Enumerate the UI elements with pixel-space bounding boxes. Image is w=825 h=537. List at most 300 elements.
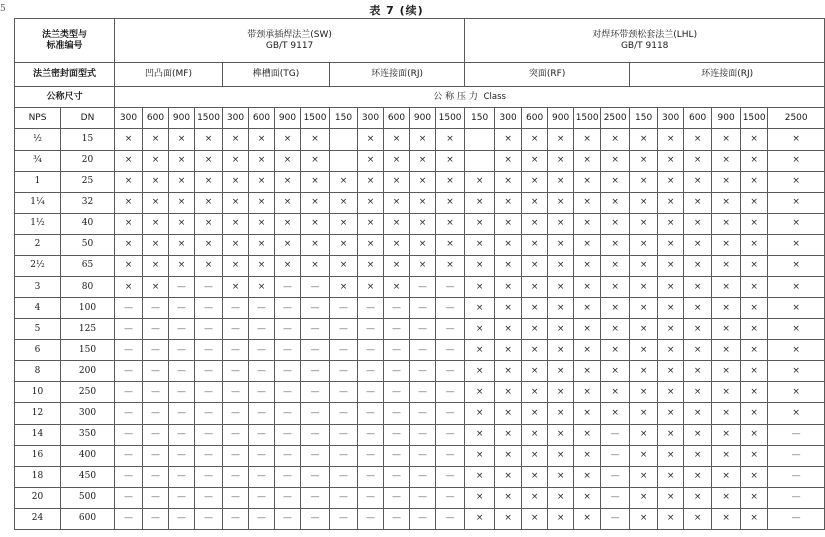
not-applicable-mark: — — [301, 466, 330, 487]
not-applicable-mark: — — [275, 361, 301, 382]
not-applicable-mark: — — [436, 424, 465, 445]
not-applicable-mark: — — [330, 508, 358, 529]
available-mark: × — [495, 466, 522, 487]
pressure-unit: Class — [483, 91, 506, 102]
available-mark: × — [465, 298, 495, 319]
available-mark: × — [436, 234, 465, 255]
not-applicable-mark: — — [330, 361, 358, 382]
not-applicable-mark: — — [275, 319, 301, 340]
available-mark: × — [384, 234, 410, 255]
available-mark: × — [249, 129, 275, 150]
not-applicable-mark: — — [436, 403, 465, 424]
face-rj-lhl: 环连接面(RJ) — [630, 63, 825, 87]
available-mark: × — [548, 361, 574, 382]
available-mark: × — [223, 213, 249, 234]
available-mark: × — [358, 276, 384, 297]
not-applicable-mark: — — [223, 508, 249, 529]
available-mark: × — [465, 445, 495, 466]
table-row — [15, 361, 825, 382]
available-mark: × — [630, 466, 658, 487]
available-mark: × — [630, 403, 658, 424]
available-mark: × — [301, 192, 330, 213]
available-mark: × — [495, 403, 522, 424]
class-header: 150 — [330, 108, 358, 129]
available-mark: × — [249, 171, 275, 192]
class-header: 2500 — [601, 108, 630, 129]
available-mark: × — [330, 255, 358, 276]
available-mark: × — [115, 150, 143, 171]
available-mark: × — [275, 129, 301, 150]
available-mark: × — [410, 192, 436, 213]
available-mark: × — [658, 171, 684, 192]
not-applicable-mark: — — [169, 276, 195, 297]
available-mark: × — [741, 403, 768, 424]
available-mark: × — [495, 213, 522, 234]
available-mark: × — [658, 466, 684, 487]
not-applicable-mark: — — [115, 445, 143, 466]
available-mark: × — [358, 192, 384, 213]
available-mark: × — [630, 129, 658, 150]
available-mark: × — [143, 255, 169, 276]
class-header: 600 — [384, 108, 410, 129]
available-mark: × — [330, 192, 358, 213]
not-applicable-mark: — — [384, 361, 410, 382]
class-header: 150 — [630, 108, 658, 129]
available-mark: × — [495, 340, 522, 361]
available-mark: × — [410, 150, 436, 171]
available-mark: × — [465, 213, 495, 234]
available-mark: × — [465, 508, 495, 529]
table-row — [15, 171, 825, 192]
available-mark: × — [465, 276, 495, 297]
available-mark: × — [301, 150, 330, 171]
dn-cell: 80 — [61, 276, 115, 297]
available-mark: × — [169, 192, 195, 213]
available-mark: × — [495, 171, 522, 192]
not-applicable-mark: — — [358, 445, 384, 466]
available-mark: × — [249, 150, 275, 171]
available-mark: × — [574, 361, 601, 382]
available-mark: × — [495, 129, 522, 150]
not-applicable-mark: — — [358, 382, 384, 403]
not-applicable-mark: — — [169, 403, 195, 424]
available-mark: × — [684, 234, 712, 255]
nps-cell: 1¼ — [15, 192, 61, 213]
available-mark: × — [275, 171, 301, 192]
nominal-size-label: 公称尺寸 — [15, 87, 115, 108]
available-mark: × — [301, 234, 330, 255]
available-mark: × — [768, 361, 825, 382]
class-header: 600 — [249, 108, 275, 129]
dn-cell: 15 — [61, 129, 115, 150]
not-applicable-mark: — — [275, 340, 301, 361]
not-applicable-mark: — — [768, 466, 825, 487]
available-mark: × — [601, 340, 630, 361]
available-mark: × — [548, 192, 574, 213]
group-lhl-header — [465, 19, 825, 63]
available-mark: × — [223, 129, 249, 150]
available-mark: × — [630, 508, 658, 529]
available-mark: × — [223, 234, 249, 255]
class-header: 300 — [658, 108, 684, 129]
nps-cell: 10 — [15, 382, 61, 403]
available-mark: × — [410, 234, 436, 255]
available-mark: × — [768, 382, 825, 403]
not-applicable-mark: — — [436, 319, 465, 340]
not-applicable-mark: — — [301, 319, 330, 340]
available-mark: × — [330, 234, 358, 255]
not-applicable-mark: — — [223, 445, 249, 466]
available-mark: × — [684, 276, 712, 297]
available-mark: × — [684, 508, 712, 529]
available-mark: × — [465, 171, 495, 192]
not-applicable-mark: — — [275, 382, 301, 403]
available-mark: × — [384, 276, 410, 297]
available-mark: × — [712, 192, 741, 213]
flange-table — [14, 18, 825, 530]
available-mark: × — [195, 192, 223, 213]
not-applicable-mark: — — [330, 340, 358, 361]
group-lhl-std: GB/T 9118 — [620, 40, 669, 51]
available-mark: × — [574, 150, 601, 171]
available-mark: × — [358, 234, 384, 255]
available-mark: × — [330, 213, 358, 234]
available-mark: × — [495, 382, 522, 403]
class-header: 1500 — [741, 108, 768, 129]
available-mark: × — [768, 276, 825, 297]
available-mark: × — [684, 298, 712, 319]
available-mark: × — [522, 129, 548, 150]
available-mark: × — [495, 276, 522, 297]
nps-cell: 1 — [15, 171, 61, 192]
not-applicable-mark: — — [223, 424, 249, 445]
not-applicable-mark: — — [223, 361, 249, 382]
flange-type-label: 法兰类型与 — [42, 29, 88, 40]
available-mark: × — [712, 424, 741, 445]
available-mark: × — [275, 150, 301, 171]
available-mark: × — [741, 234, 768, 255]
empty-cell — [330, 150, 358, 171]
face-rj-sw: 环连接面(RJ) — [330, 63, 465, 87]
available-mark: × — [249, 255, 275, 276]
available-mark: × — [495, 487, 522, 508]
group-sw-std: GB/T 9117 — [265, 40, 314, 51]
available-mark: × — [741, 382, 768, 403]
dn-header: DN — [61, 108, 115, 129]
not-applicable-mark: — — [223, 298, 249, 319]
not-applicable-mark: — — [169, 361, 195, 382]
available-mark: × — [601, 361, 630, 382]
dn-cell: 600 — [61, 508, 115, 529]
not-applicable-mark: — — [195, 382, 223, 403]
not-applicable-mark: — — [195, 298, 223, 319]
available-mark: × — [384, 129, 410, 150]
not-applicable-mark: — — [195, 319, 223, 340]
dn-cell: 500 — [61, 487, 115, 508]
not-applicable-mark: — — [223, 487, 249, 508]
available-mark: × — [658, 192, 684, 213]
available-mark: × — [601, 319, 630, 340]
available-mark: × — [741, 508, 768, 529]
available-mark: × — [522, 487, 548, 508]
not-applicable-mark: — — [410, 403, 436, 424]
available-mark: × — [768, 319, 825, 340]
not-applicable-mark: — — [358, 466, 384, 487]
available-mark: × — [410, 255, 436, 276]
available-mark: × — [741, 466, 768, 487]
not-applicable-mark: — — [143, 340, 169, 361]
available-mark: × — [601, 129, 630, 150]
dn-cell: 65 — [61, 255, 115, 276]
dn-cell: 150 — [61, 340, 115, 361]
available-mark: × — [495, 445, 522, 466]
available-mark: × — [275, 234, 301, 255]
nps-cell: ¾ — [15, 150, 61, 171]
available-mark: × — [684, 213, 712, 234]
available-mark: × — [601, 403, 630, 424]
available-mark: × — [548, 466, 574, 487]
available-mark: × — [330, 171, 358, 192]
not-applicable-mark: — — [384, 487, 410, 508]
available-mark: × — [768, 340, 825, 361]
available-mark: × — [574, 298, 601, 319]
available-mark: × — [658, 487, 684, 508]
available-mark: × — [143, 276, 169, 297]
face-rf: 突面(RF) — [465, 63, 630, 87]
empty-cell — [330, 129, 358, 150]
not-applicable-mark: — — [436, 276, 465, 297]
class-header: 900 — [275, 108, 301, 129]
available-mark: × — [548, 213, 574, 234]
available-mark: × — [712, 340, 741, 361]
not-applicable-mark: — — [768, 424, 825, 445]
available-mark: × — [630, 382, 658, 403]
available-mark: × — [548, 276, 574, 297]
not-applicable-mark: — — [358, 319, 384, 340]
dn-cell: 40 — [61, 213, 115, 234]
not-applicable-mark: — — [358, 340, 384, 361]
not-applicable-mark: — — [301, 424, 330, 445]
available-mark: × — [115, 171, 143, 192]
available-mark: × — [522, 340, 548, 361]
nps-cell: 12 — [15, 403, 61, 424]
not-applicable-mark: — — [410, 298, 436, 319]
available-mark: × — [465, 403, 495, 424]
available-mark: × — [768, 403, 825, 424]
available-mark: × — [115, 129, 143, 150]
not-applicable-mark: — — [410, 445, 436, 466]
not-applicable-mark: — — [601, 466, 630, 487]
available-mark: × — [465, 319, 495, 340]
available-mark: × — [548, 298, 574, 319]
class-header: 300 — [223, 108, 249, 129]
available-mark: × — [768, 150, 825, 171]
available-mark: × — [410, 171, 436, 192]
available-mark: × — [574, 234, 601, 255]
available-mark: × — [712, 403, 741, 424]
available-mark: × — [658, 298, 684, 319]
not-applicable-mark: — — [436, 340, 465, 361]
available-mark: × — [684, 445, 712, 466]
not-applicable-mark: — — [358, 403, 384, 424]
available-mark: × — [249, 234, 275, 255]
not-applicable-mark: — — [143, 298, 169, 319]
available-mark: × — [574, 424, 601, 445]
available-mark: × — [712, 445, 741, 466]
not-applicable-mark: — — [358, 508, 384, 529]
available-mark: × — [658, 129, 684, 150]
not-applicable-mark: — — [249, 382, 275, 403]
nps-cell: 3 — [15, 276, 61, 297]
not-applicable-mark: — — [143, 382, 169, 403]
available-mark: × — [143, 213, 169, 234]
table-row — [15, 150, 825, 171]
not-applicable-mark: — — [115, 403, 143, 424]
available-mark: × — [712, 129, 741, 150]
available-mark: × — [436, 150, 465, 171]
not-applicable-mark: — — [115, 508, 143, 529]
group-sw-header — [115, 19, 465, 63]
not-applicable-mark: — — [249, 424, 275, 445]
class-header: 300 — [358, 108, 384, 129]
available-mark: × — [574, 213, 601, 234]
available-mark: × — [630, 319, 658, 340]
table-row — [15, 255, 825, 276]
available-mark: × — [630, 361, 658, 382]
nps-cell: 8 — [15, 361, 61, 382]
not-applicable-mark: — — [169, 382, 195, 403]
nps-cell: 20 — [15, 487, 61, 508]
not-applicable-mark: — — [249, 445, 275, 466]
available-mark: × — [465, 361, 495, 382]
available-mark: × — [522, 192, 548, 213]
not-applicable-mark: — — [410, 382, 436, 403]
not-applicable-mark: — — [195, 276, 223, 297]
not-applicable-mark: — — [115, 319, 143, 340]
available-mark: × — [630, 150, 658, 171]
not-applicable-mark: — — [275, 508, 301, 529]
available-mark: × — [658, 319, 684, 340]
available-mark: × — [249, 192, 275, 213]
available-mark: × — [436, 129, 465, 150]
nps-cell: 24 — [15, 508, 61, 529]
class-header: 1500 — [301, 108, 330, 129]
table-row — [15, 340, 825, 361]
class-header: 900 — [548, 108, 574, 129]
empty-cell — [465, 129, 495, 150]
available-mark: × — [574, 276, 601, 297]
available-mark: × — [658, 508, 684, 529]
available-mark: × — [601, 255, 630, 276]
available-mark: × — [630, 276, 658, 297]
not-applicable-mark: — — [143, 466, 169, 487]
not-applicable-mark: — — [143, 361, 169, 382]
available-mark: × — [574, 445, 601, 466]
pressure-label: 公 称 压 力 — [433, 91, 478, 102]
available-mark: × — [436, 255, 465, 276]
available-mark: × — [169, 129, 195, 150]
not-applicable-mark: — — [301, 276, 330, 297]
available-mark: × — [630, 213, 658, 234]
available-mark: × — [195, 150, 223, 171]
available-mark: × — [684, 150, 712, 171]
not-applicable-mark: — — [358, 298, 384, 319]
available-mark: × — [741, 255, 768, 276]
available-mark: × — [574, 319, 601, 340]
not-applicable-mark: — — [143, 487, 169, 508]
not-applicable-mark: — — [195, 361, 223, 382]
available-mark: × — [465, 466, 495, 487]
not-applicable-mark: — — [436, 508, 465, 529]
available-mark: × — [658, 234, 684, 255]
available-mark: × — [712, 213, 741, 234]
available-mark: × — [684, 192, 712, 213]
available-mark: × — [684, 255, 712, 276]
available-mark: × — [522, 298, 548, 319]
group-lhl-title: 对焊环带颈松套法兰(LHL) — [592, 29, 698, 40]
available-mark: × — [358, 129, 384, 150]
available-mark: × — [522, 255, 548, 276]
available-mark: × — [684, 403, 712, 424]
available-mark: × — [548, 129, 574, 150]
dn-cell: 350 — [61, 424, 115, 445]
dn-cell: 32 — [61, 192, 115, 213]
available-mark: × — [522, 319, 548, 340]
not-applicable-mark: — — [384, 445, 410, 466]
available-mark: × — [741, 424, 768, 445]
not-applicable-mark: — — [249, 298, 275, 319]
available-mark: × — [548, 171, 574, 192]
not-applicable-mark: — — [301, 298, 330, 319]
available-mark: × — [143, 129, 169, 150]
class-header: 300 — [495, 108, 522, 129]
available-mark: × — [712, 171, 741, 192]
dn-cell: 200 — [61, 361, 115, 382]
available-mark: × — [768, 192, 825, 213]
available-mark: × — [115, 255, 143, 276]
class-header: 2500 — [768, 108, 825, 129]
not-applicable-mark: — — [768, 445, 825, 466]
available-mark: × — [195, 234, 223, 255]
available-mark: × — [574, 129, 601, 150]
not-applicable-mark: — — [275, 276, 301, 297]
available-mark: × — [169, 234, 195, 255]
not-applicable-mark: — — [301, 487, 330, 508]
available-mark: × — [741, 298, 768, 319]
available-mark: × — [301, 171, 330, 192]
not-applicable-mark: — — [436, 445, 465, 466]
available-mark: × — [741, 129, 768, 150]
not-applicable-mark: — — [249, 361, 275, 382]
available-mark: × — [195, 255, 223, 276]
not-applicable-mark: — — [358, 487, 384, 508]
dn-cell: 400 — [61, 445, 115, 466]
class-header: 900 — [169, 108, 195, 129]
available-mark: × — [574, 487, 601, 508]
available-mark: × — [143, 234, 169, 255]
dn-cell: 25 — [61, 171, 115, 192]
available-mark: × — [522, 150, 548, 171]
not-applicable-mark: — — [410, 487, 436, 508]
available-mark: × — [601, 150, 630, 171]
available-mark: × — [548, 340, 574, 361]
class-header: 900 — [712, 108, 741, 129]
not-applicable-mark: — — [169, 424, 195, 445]
available-mark: × — [465, 192, 495, 213]
available-mark: × — [548, 382, 574, 403]
not-applicable-mark: — — [143, 319, 169, 340]
not-applicable-mark: — — [249, 403, 275, 424]
